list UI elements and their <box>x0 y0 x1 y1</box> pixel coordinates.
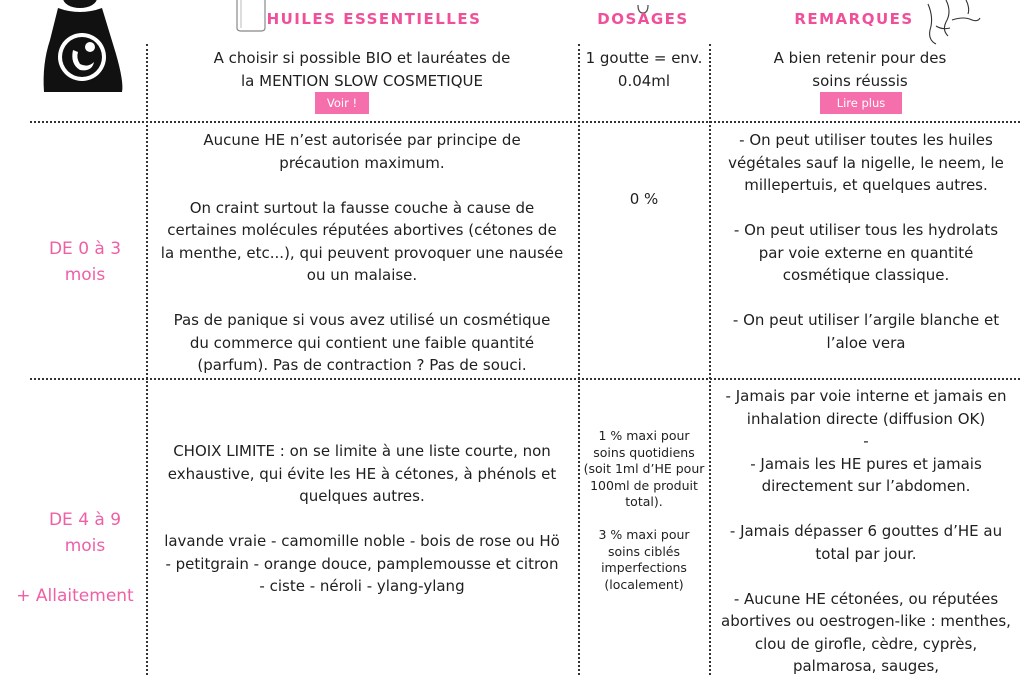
row-4-9-dosage: 1 % maxi pour soins quotidiens (soit 1ml d’HE pour 100ml de produit total). 3 % maxi pour soins ciblés imperfections (localement) <box>583 428 705 592</box>
row-4-9-oils-text: CHOIX LIMITE : on se limite à une liste courte, non exhaustive, qui évite les HE à cétones, à phénols et quelques autres. lavande vraie - camomille noble - bois de rose ou Hö - petitgrain - orange douce, pamplemousse et citron - ciste - néroli - ylang-ylang <box>164 442 560 595</box>
intro-dosage-text: 1 goutte = env. 0.04ml <box>585 49 703 90</box>
row-0-3-remarks: - On peut utiliser toutes les huiles végétales sauf la nigelle, le neem, le millepertuis, et quelques autres. - On peut utiliser tous les hydrolats par voie externe en quantité cosmétique classique. - On peut utiliser l’argile blanche et l’aloe vera <box>728 131 1004 352</box>
drop-icon <box>636 0 650 10</box>
pregnant-woman-icon <box>40 0 126 112</box>
header-essential-oils: HUILES ESSENTIELLES <box>266 10 482 28</box>
period-0-3-months: DE 0 à 3 mois <box>48 239 122 285</box>
intro-remarks-text: A bien retenir pour des soins réussis <box>773 49 947 90</box>
see-button[interactable]: Voir ! <box>315 92 369 114</box>
header-dosages: DOSAGES <box>597 10 689 28</box>
intro-oils-text: A choisir si possible BIO et lauréates de la MENTION SLOW COSMETIQUE <box>213 49 511 90</box>
divider-col-3 <box>709 44 711 675</box>
divider-row-1 <box>30 121 1020 123</box>
row-4-9-remarks: - Jamais par voie interne et jamais en inhalation directe (diffusion OK) - - Jamais les HE pures et jamais directement sur l’abdomen. - Jamais dépasser 6 gouttes d’HE au total par jour. - Aucune HE cétonées, ou réputées abortives ou oestrogen-like : menthes, clou de girofle, cèdre, cyprès, palmarosa, sauges, <box>721 387 1011 675</box>
divider-row-2 <box>30 378 1020 380</box>
period-breastfeeding: + Allaitement <box>16 586 134 606</box>
row-0-3-dosage: 0 % <box>629 190 659 208</box>
divider-col-1 <box>146 44 148 675</box>
row-0-3-oils-text: Aucune HE n’est autorisée par principe de précaution maximum. On craint surtout la fausse couche à cause de certaines molécules réputées abortives (cétones de la menthe, etc...), qui peuvent provoquer une nausée ou un malaise. Pas de panique si vous avez utilisé un cosmétique du commerce qui contient une faible quantité (parfum). Pas de contraction ? Pas de souci. <box>160 131 564 374</box>
read-more-button[interactable]: Lire plus <box>820 92 902 114</box>
period-4-9-months: DE 4 à 9 mois <box>48 510 122 556</box>
woman-sketch-icon <box>922 0 984 46</box>
header-remarks: REMARQUES <box>794 10 914 28</box>
divider-col-2 <box>578 44 580 675</box>
